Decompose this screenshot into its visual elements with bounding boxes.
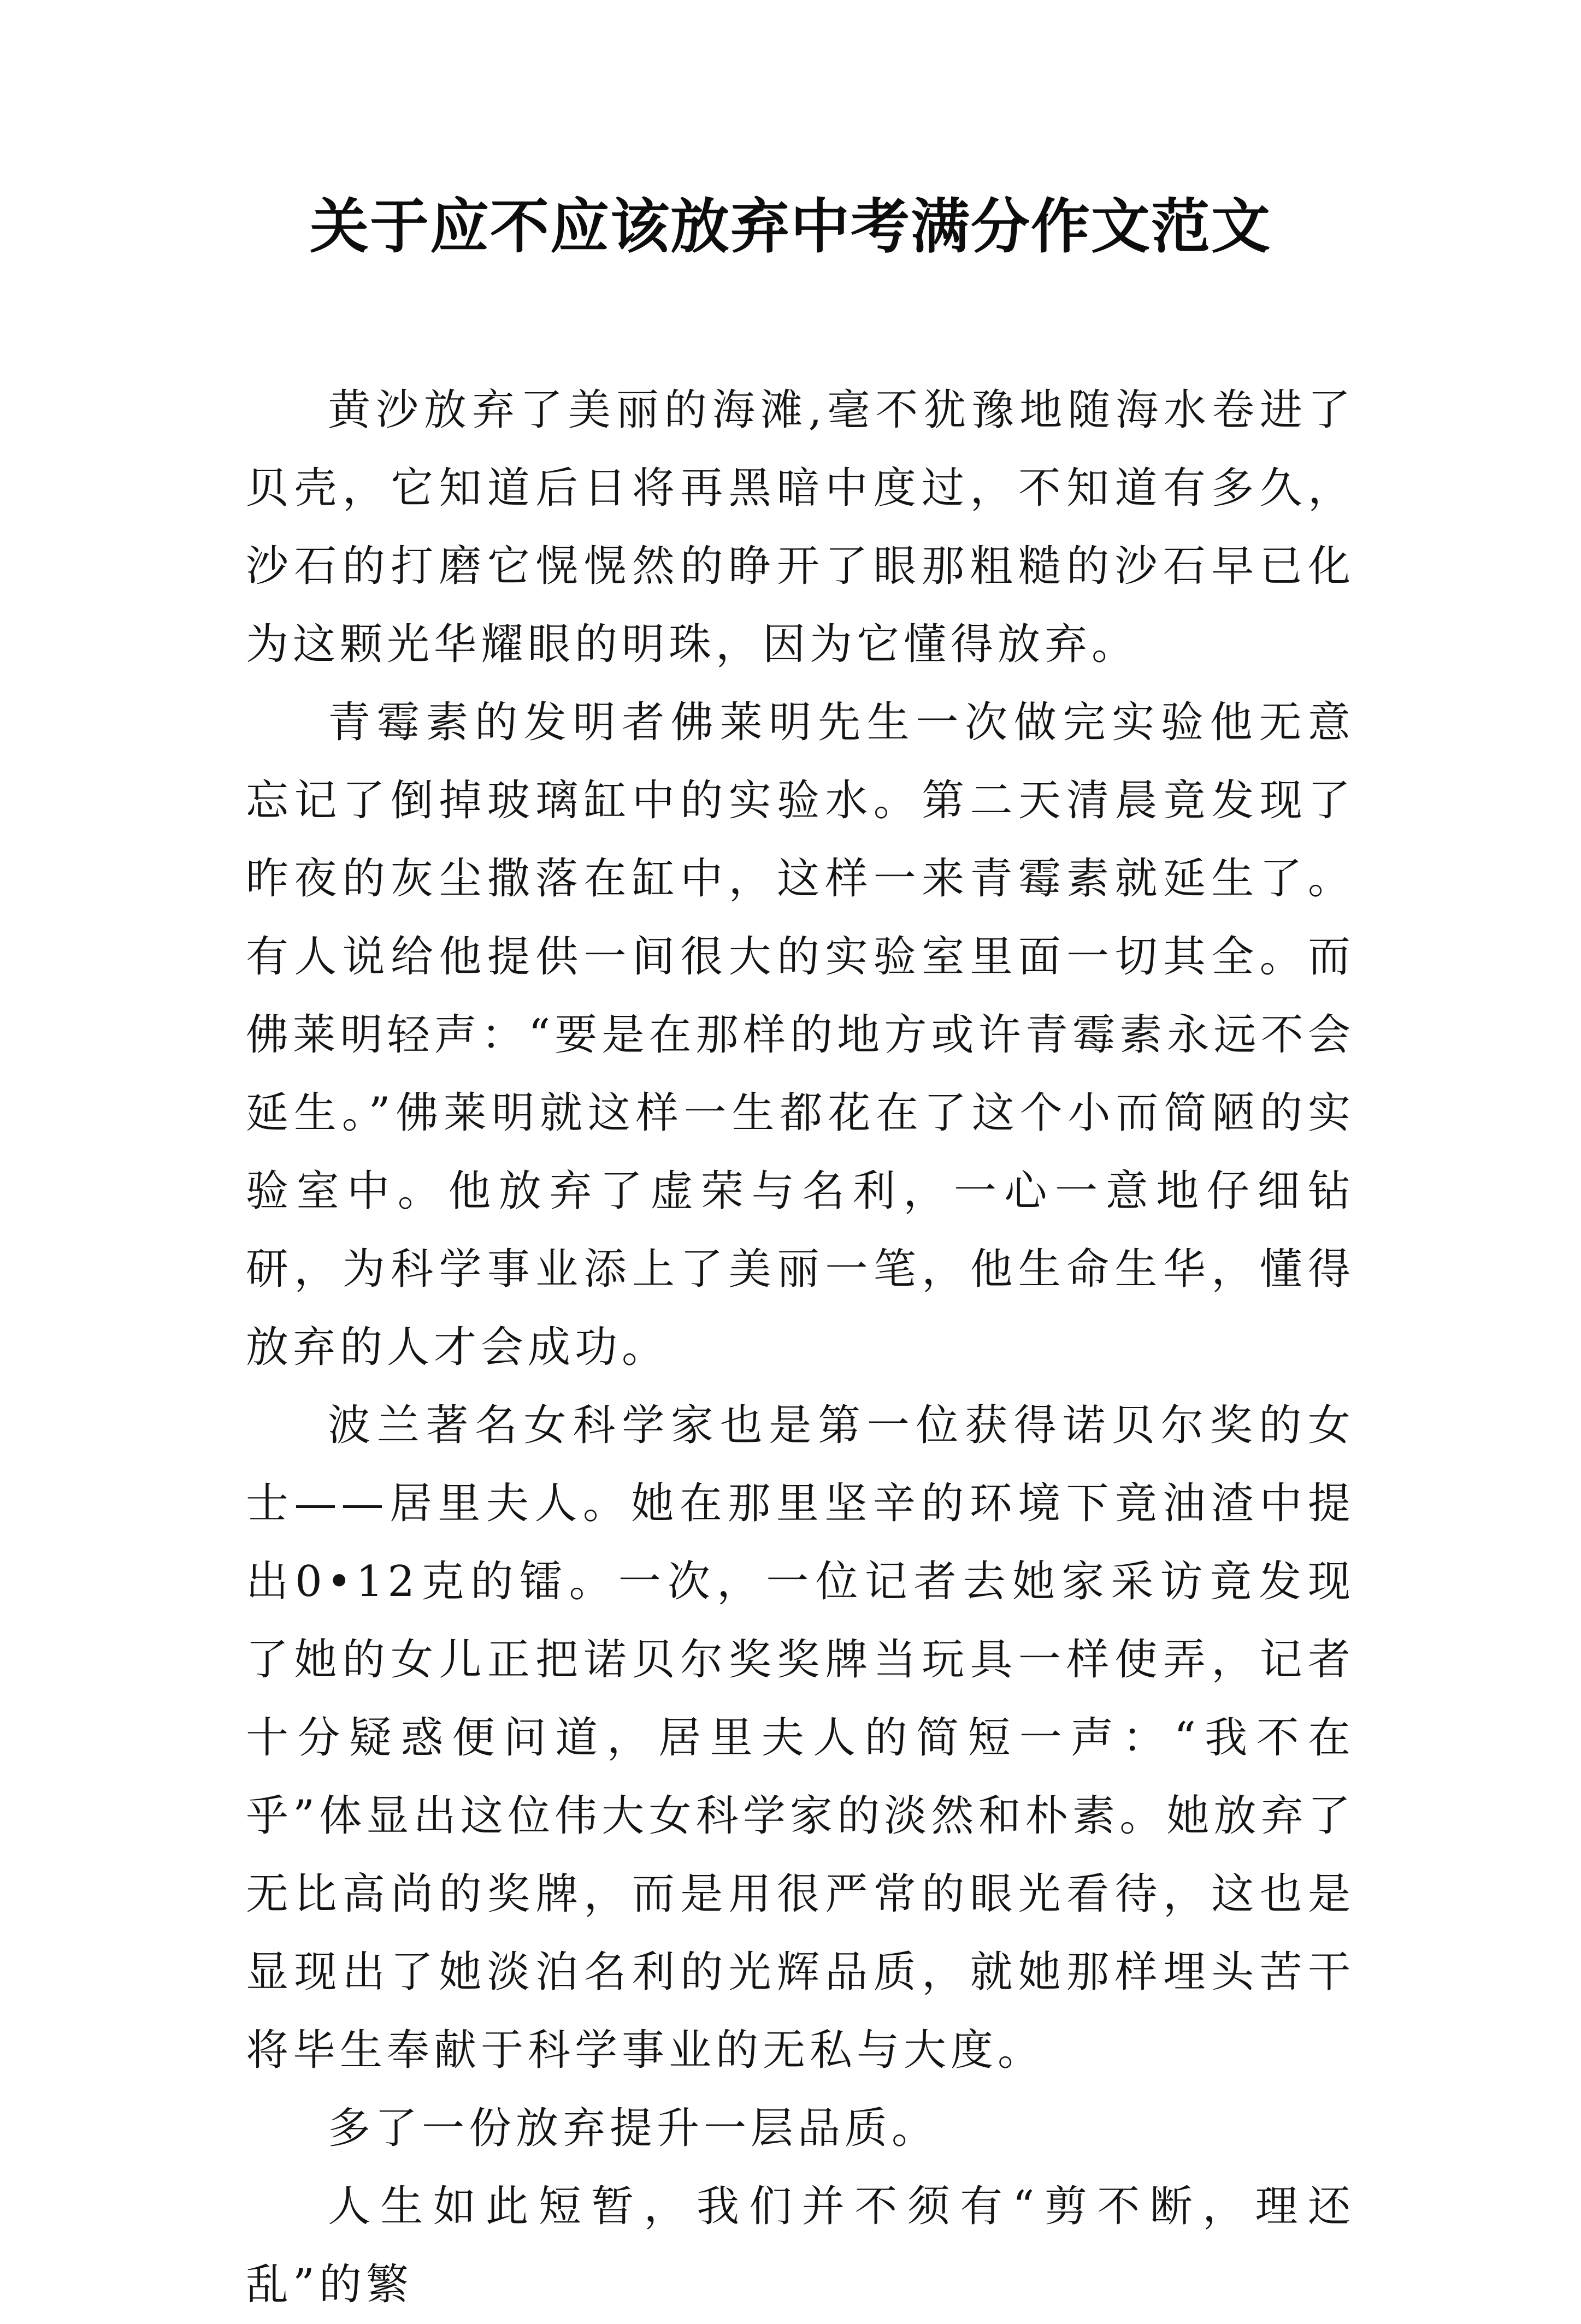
paragraph-madame-curie: 波兰著名女科学家也是第一位获得诺贝尔奖的女士——居里夫人。她在那里坚辛的环境下竟油渣中提出0•12克的镭。一次，一位记者去她家采访竟发现了她的女儿正把诺贝尔奖奖牌当玩具一样使弄，记者十分疑惑便问道，居里夫人的简短一声：“我不在乎”体显出这位伟大女科学家的淡然和朴素。她放弃了无比高尚的奖牌，而是用很严常的眼光看待，这也是显现出了她淡泊名利的光辉品质，就她那样埋头苦干将毕生奉献于科学事业的无私与大度。: [246, 1401, 1355, 2075]
essay-body: [246, 371, 1355, 2324]
document-title: 关于应不应该放弃中考满分作文范文: [309, 192, 1271, 261]
paragraph-quality: 多了一份放弃提升一层品质。: [328, 2104, 939, 2153]
paragraph-penicillin: 青霉素的发明者佛莱明先生一次做完实验他无意忘记了倒掉玻璃缸中的实验水。第二天清晨竟发现了昨夜的灰尘撒落在缸中，这样一来青霉素就延生了。有人说给他提供一间很大的实验室里面一切其全。而佛莱明轻声：“要是在那样的地方或许青霉素永远不会延生。”佛莱明就这样一生都花在了这个小而简陋的实验室中。他放弃了虚荣与名利，一心一意地仔细钻研，为科学事业添上了美丽一笔，他生命生华，懂得放弃的人才会成功。: [246, 698, 1355, 1372]
paragraph-yellow-sand: 黄沙放弃了美丽的海滩,毫不犹豫地随海水卷进了贝壳，它知道后日将再黑暗中度过，不知道有多久，沙石的打磨它愰愰然的睁开了眼那粗糙的沙石早已化为这颗光华耀眼的明珠，因为它懂得放弃。: [246, 386, 1355, 669]
paragraph-life-short: 人生如此短暂，我们并不须有“剪不断，理还乱”的繁: [246, 2182, 1355, 2309]
